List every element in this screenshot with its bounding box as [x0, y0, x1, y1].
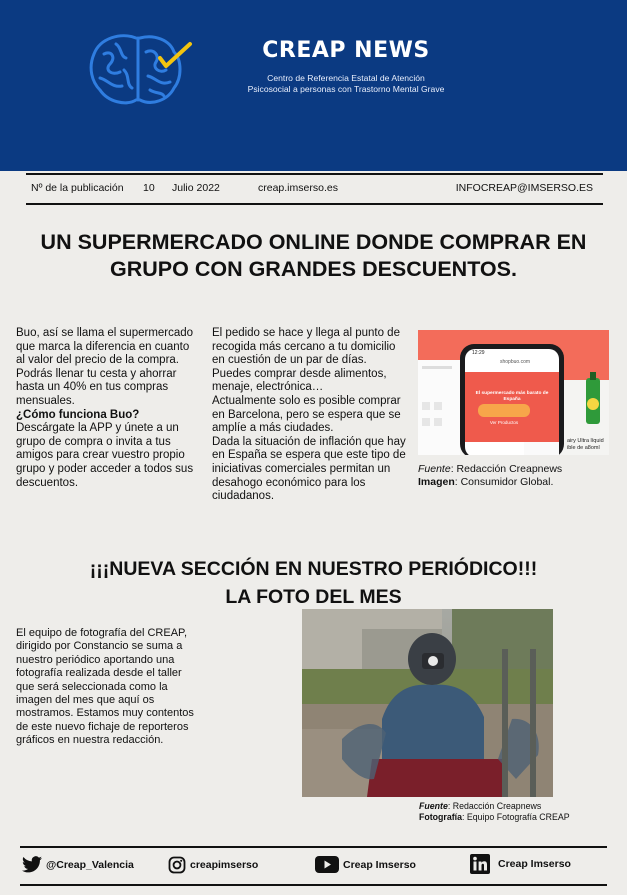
subtitle-line-1: Centro de Referencia Estatal de Atención — [267, 73, 425, 83]
newspaper-subtitle — [208, 73, 484, 95]
caption-label: Fuente — [419, 801, 448, 811]
social-instagram[interactable] — [168, 856, 258, 874]
phone-brand: buo — [474, 368, 485, 374]
masthead — [0, 0, 627, 171]
phone-time: 12:29 — [472, 350, 485, 356]
product-side-text: airy Ultra líquid ible de a8oml — [567, 438, 604, 451]
social-footer — [20, 846, 607, 886]
caption-text: : Consumidor Global. — [454, 475, 554, 488]
subheading: ¿Cómo funciona Buo? — [16, 408, 140, 421]
caption-text: : Equipo Fotografía CREAP — [462, 812, 570, 822]
phone-cta-button: Ver Productos — [489, 420, 519, 425]
article-title-line-2: GRUPO CON GRANDES DESCUENTOS. — [110, 257, 517, 281]
newspaper-title: CREAP NEWS — [262, 38, 430, 63]
caption-label: Imagen — [418, 475, 455, 488]
paragraph: El pedido se hace y llega al punto de recogida más cercano a tu domicilio en cuestión de un par de días. — [212, 327, 400, 367]
article-column-1 — [16, 327, 201, 490]
paragraph: Actualmente solo es posible comprar en Barcelona, pero se espera que se amplíe a más ciudades. — [212, 394, 401, 435]
linkedin-icon — [470, 854, 490, 874]
brain-logo-icon — [86, 30, 196, 110]
youtube-channel: Creap Imserso — [343, 858, 416, 871]
subtitle-line-2: Psicosocial a personas con Trastorno Mental Grave — [247, 84, 445, 94]
paragraph: Descárgate la APP y únete a un grupo de compra o invita a tus amigos para crear vuestro propio grupo y poder acceder a todos sus descuentos. — [16, 422, 194, 489]
phone-headline: El supermercado más barato de España — [475, 391, 549, 402]
publication-label: Nº de la publicación — [31, 182, 124, 194]
masthead-brand — [208, 38, 484, 95]
section-title — [20, 555, 607, 611]
publication-number: 10 — [143, 182, 155, 194]
image-caption — [418, 463, 562, 488]
buo-app-image — [418, 330, 609, 455]
publication-date: Julio 2022 — [172, 182, 220, 194]
paragraph: Dada la situación de inflación que hay en España se espera que este tipo de iniciativas comerciales permitan un desahogo económico para los ciudadanos. — [212, 435, 406, 503]
twitter-handle: @Creap_Valencia — [46, 858, 134, 871]
caption-label: Fuente — [418, 463, 451, 475]
photo-section-text — [16, 627, 196, 748]
linkedin-profile: Creap Imserso — [498, 858, 571, 870]
publication-info-bar — [26, 173, 603, 205]
paragraph: Buo, así se llama el supermercado que marca la diferencia en cuanto al valor del precio de la compra. Podrás llenar tu cesta y ahorrar hasta un 40% en tus compras mensuales. — [16, 327, 194, 407]
paragraph: El equipo de fotografía del CREAP, dirigido por Constancio se suma a nuestro periódico aportando una fotografía realizada desde el taller que será seleccionada como la imagen del mes que aquí os mostramos. Estamos muy contentos de este nuevo fichaje de reporteros gráficos en nuestra redacción. — [16, 627, 194, 747]
social-twitter[interactable] — [22, 856, 134, 873]
phone-url: shopbuo.com — [500, 359, 531, 365]
paragraph: Puedes comprar desde alimentos, menaje, electrónica… — [212, 367, 387, 394]
website-link[interactable]: creap.imserso.es — [258, 182, 338, 194]
section-title-line-1: ¡¡¡NUEVA SECCIÓN EN NUESTRO PERIÓDICO!!! — [89, 558, 538, 580]
photo-of-the-month — [302, 609, 553, 797]
caption-label: Fotografía — [419, 812, 463, 822]
section-title-line-2: LA FOTO DEL MES — [225, 586, 402, 608]
article-title-line-1: UN SUPERMERCADO ONLINE DONDE COMPRAR EN — [40, 230, 587, 254]
youtube-icon — [315, 856, 339, 873]
email-link[interactable]: INFOCREAP@IMSERSO.ES — [455, 182, 593, 194]
instagram-handle: creapimserso — [190, 859, 259, 871]
social-youtube[interactable] — [315, 856, 416, 873]
article-column-2 — [212, 327, 408, 504]
instagram-icon — [168, 856, 186, 874]
caption-text: : Redacción Creapnews — [447, 801, 542, 811]
caption-text: : Redacción Creapnews — [450, 463, 563, 475]
social-linkedin[interactable] — [470, 854, 571, 874]
article-title — [20, 229, 607, 283]
twitter-icon — [22, 856, 42, 873]
photo-caption — [419, 801, 570, 823]
